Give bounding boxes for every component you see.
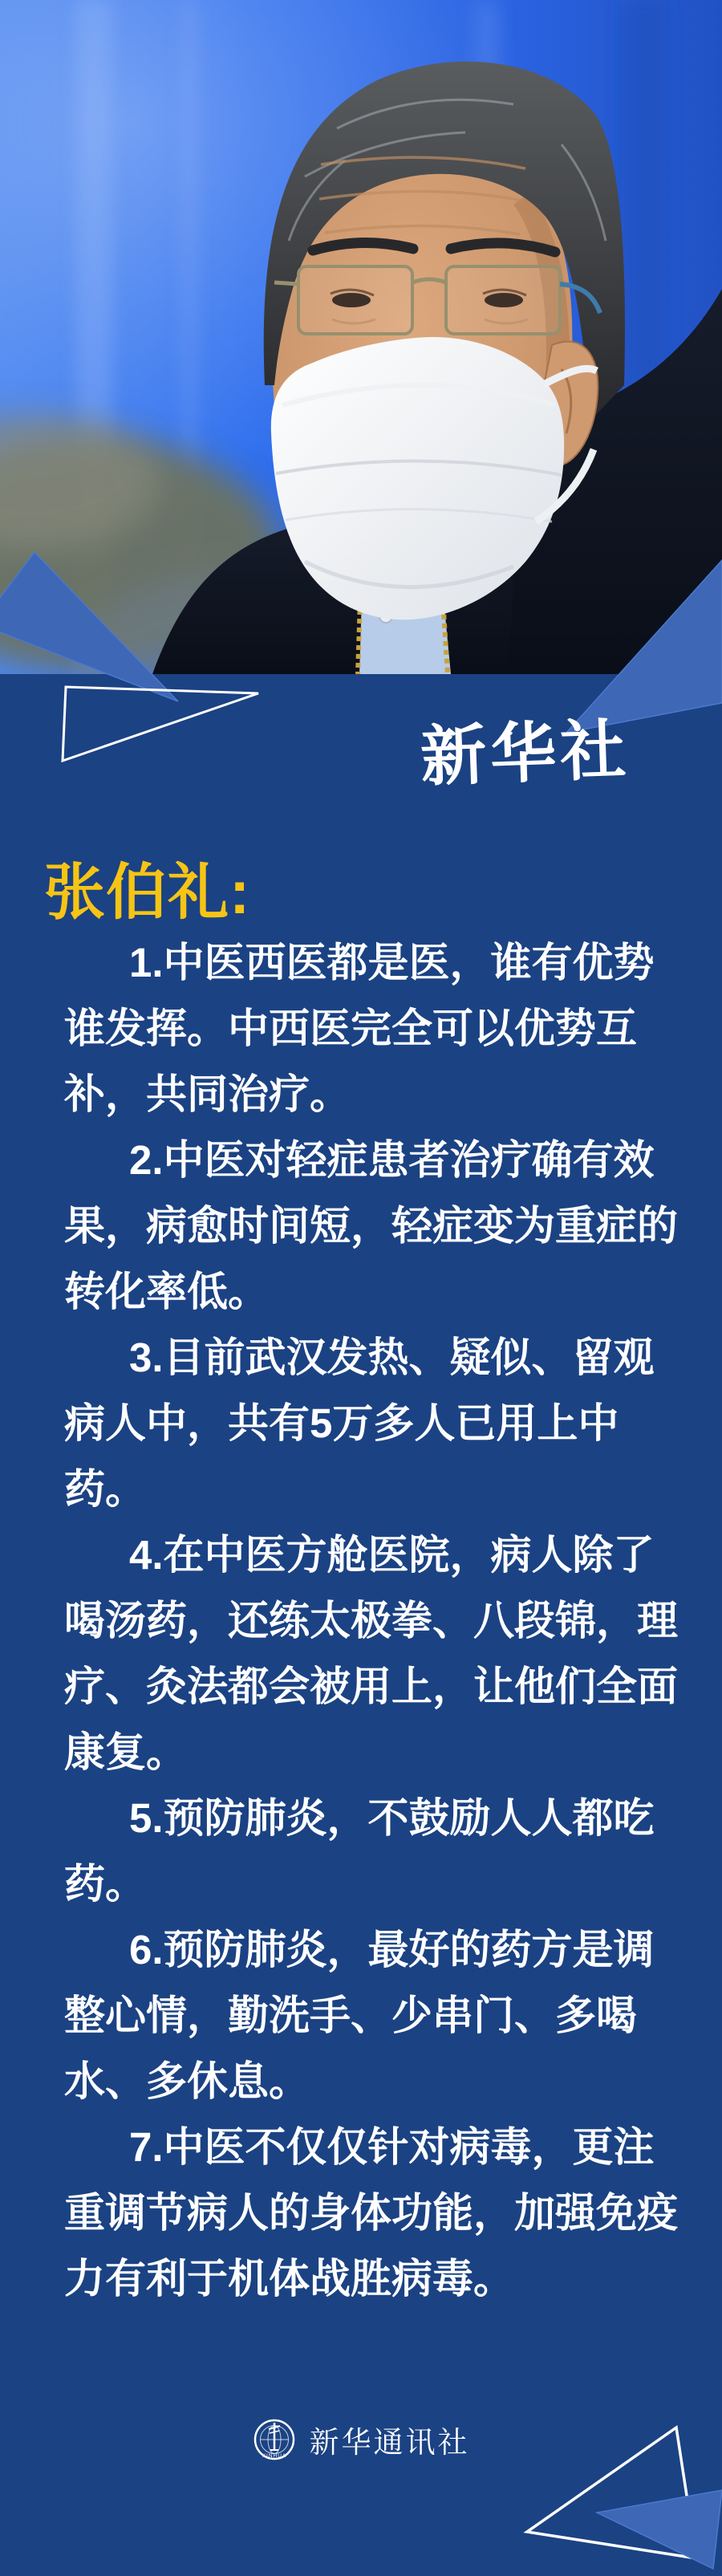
filled-triangle-left — [0, 552, 178, 701]
quote-line: 喝汤药，还练太极拳、八段锦，理 — [64, 1598, 679, 1644]
quote-line: 4.在中医方舱医院，病人除了 — [129, 1532, 655, 1578]
xinhua-emblem-icon — [253, 2418, 296, 2461]
quote-line: 5.预防肺炎，不鼓励人人都吃 — [129, 1795, 655, 1841]
quote-line: 补，共同治疗。 — [64, 1071, 351, 1117]
quote-line: 水、多休息。 — [64, 2058, 310, 2104]
quote-line: 疗、灸法都会被用上，让他们全面 — [64, 1664, 679, 1709]
quote-line: 转化率低。 — [64, 1269, 270, 1314]
quote-line: 1.中医西医都是医，谁有优势 — [129, 940, 655, 985]
quote-line: 药。 — [64, 1861, 147, 1907]
quote-line: 6.预防肺炎，最好的药方是调 — [129, 1927, 655, 1973]
speaker-name-heading: 张伯礼: — [44, 859, 251, 927]
quote-line: 谁发挥。中西医完全可以优势互 — [64, 1006, 638, 1051]
quote-line: 7.中医不仅仅针对病毒，更注 — [129, 2124, 655, 2170]
outline-triangle-left — [63, 687, 258, 761]
quotes-block — [64, 930, 698, 2312]
agency-name: 新华通讯社 — [309, 2426, 470, 2459]
quote-line: 药。 — [64, 1466, 147, 1512]
quote-line: 2.中医对轻症患者治疗确有效 — [129, 1137, 655, 1183]
quote-line: 力有利于机体战胜病毒。 — [64, 2256, 515, 2302]
quote-line: 康复。 — [64, 1729, 188, 1775]
quote-line: 3.目前武汉发热、疑似、留观 — [129, 1335, 655, 1380]
quote-line: 果，病愈时间短，轻症变为重症的 — [64, 1203, 679, 1249]
filled-triangle-bottom-right — [597, 2490, 722, 2569]
quote-line: 重调节病人的身体功能，加强免疫 — [64, 2190, 679, 2236]
emblem-xinhua-text: XINHUA — [262, 2453, 286, 2459]
xinhua-calligraphy: 新华社 — [419, 713, 631, 794]
footer-brand — [0, 2416, 722, 2464]
quote-line: 整心情，勤洗手、少串门、多喝 — [64, 1993, 638, 2038]
quote-line: 病人中，共有5万多人已用上中 — [64, 1400, 619, 1446]
